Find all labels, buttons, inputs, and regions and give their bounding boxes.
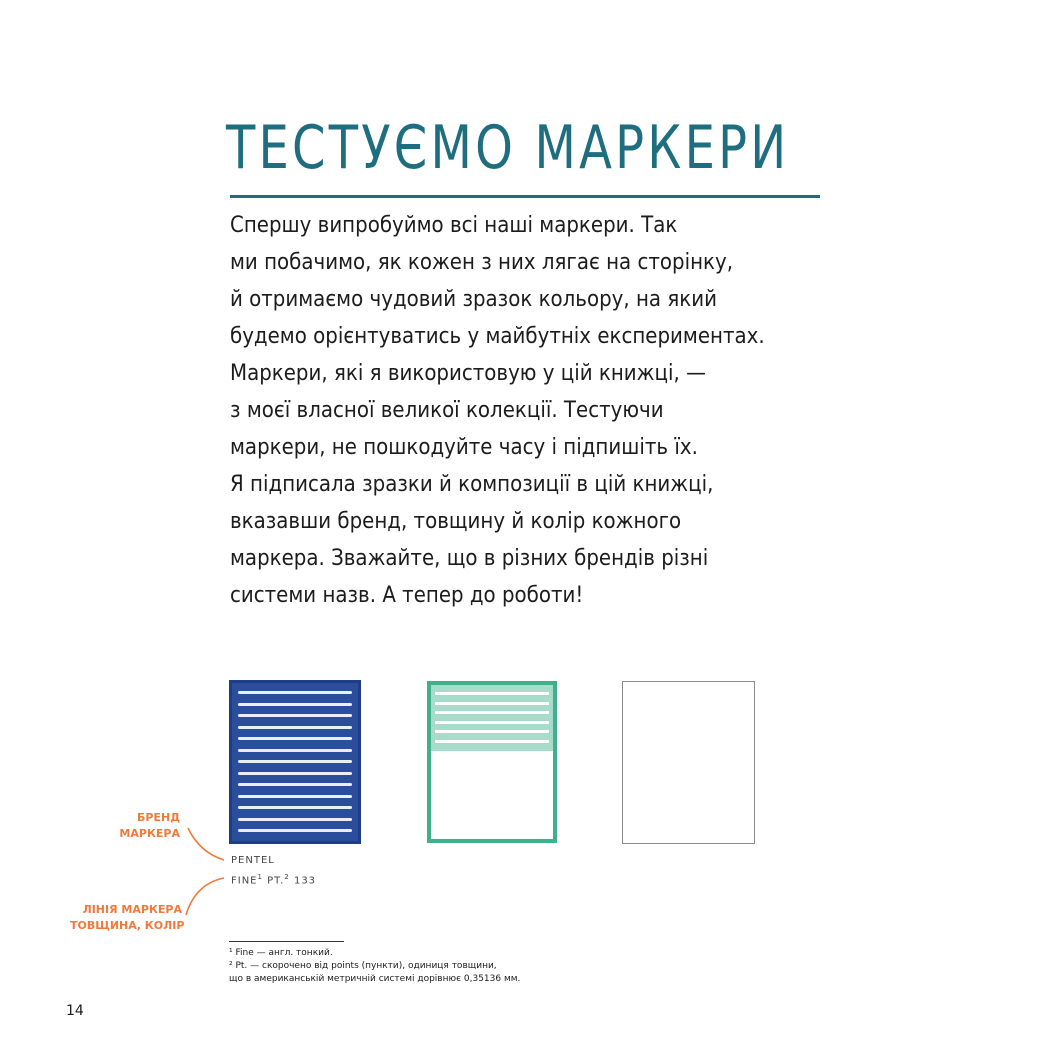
brand-arrow [188,828,224,860]
footnote-divider [229,941,344,942]
body-line: ми побачимо, як кожен з них лягає на сторінку, [230,250,734,275]
page-number: 14 [66,1003,84,1019]
line-arrow [186,878,224,915]
line-annotation-line: ЛІНІЯ МАРКЕРА [82,903,182,916]
body-line: Я підписала зразки й композиції в цій книжці, [230,472,714,497]
body-line: системи назв. А тепер до роботи! [230,583,584,608]
footnote-mark-1: 1 [257,873,263,881]
body-line: будемо орієнтуватись у майбутніх експериментах. [230,324,765,349]
body-line: маркера. Зважайте, що в різних брендів різні [230,546,709,571]
body-line: Маркери, які я використовую у цій книжці, — [230,361,706,386]
line-label-number: 133 [293,875,317,887]
footnote: що в американській метричній системі дорівнює 0,35136 мм. [229,974,521,984]
footnote: ² Pt. — скорочено від points (пункти), одиниця товщини, [229,961,497,971]
body-line: й отримаємо чудовий зразок кольору, на який [230,287,717,312]
line-annotation-line: ТОВЩИНА, КОЛІР [70,919,185,932]
body-line: з моєї власної великої колекції. Тестуючи [230,398,664,423]
line-label-fine: FINE [231,875,258,887]
footnote: ¹ Fine — англ. тонкий. [229,948,333,958]
body-line: маркери, не пошкодуйте часу і підпишіть їх. [230,435,698,460]
footnote-mark-2: 2 [284,873,290,881]
body-line: вказавши бренд, товщину й колір кожного [230,509,682,534]
line-label-pt: PT. [267,875,285,887]
brand-label: PENTEL [231,855,275,866]
brand-annotation-line: МАРКЕРА [119,827,180,840]
footnotes [229,947,520,986]
brand-annotation-line: БРЕНД [137,811,180,824]
page-title: ТЕСТУЄМО МАРКЕРИ [226,113,790,183]
body-line: Спершу випробуймо всі наші маркери. Так [230,213,678,238]
